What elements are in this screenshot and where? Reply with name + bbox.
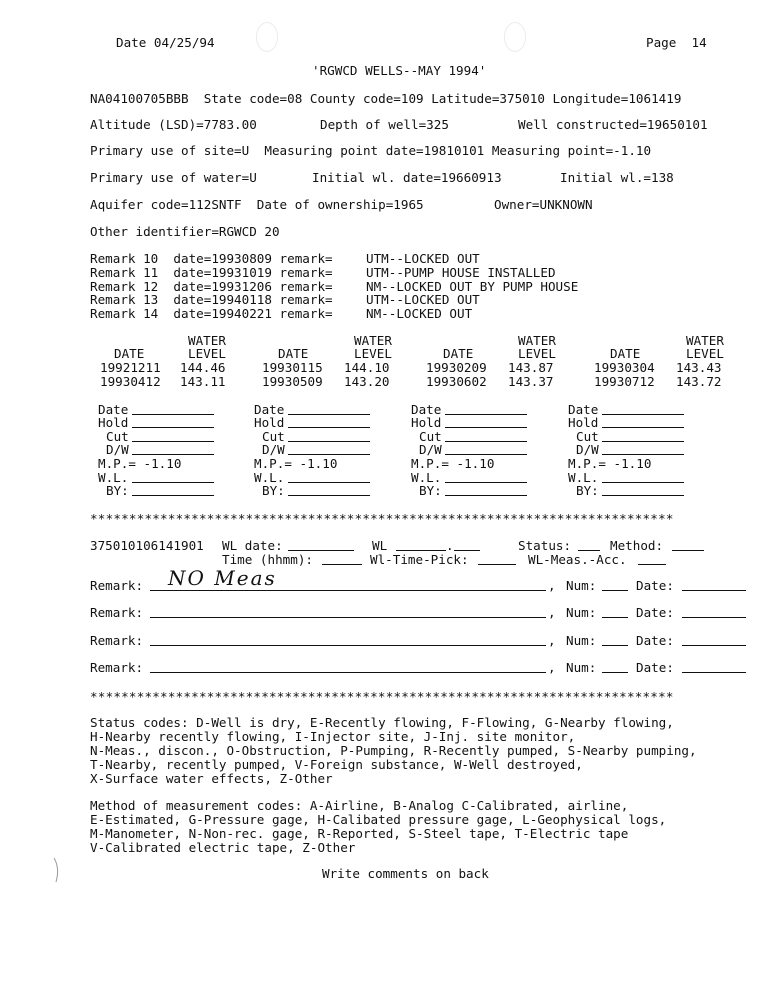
handwritten-remark: NO Meas — [168, 566, 277, 590]
col-header-water: WATER — [188, 333, 226, 348]
block-wl-label: W.L. — [98, 470, 129, 485]
block-date-label: Date — [568, 402, 599, 417]
block-hold-field[interactable] — [288, 416, 370, 428]
block-by-field[interactable] — [602, 484, 684, 496]
wl-date-label: WL date: — [222, 538, 283, 553]
initial-wl: Initial wl.=138 — [560, 170, 674, 185]
block-dw-label: D/W — [419, 442, 442, 457]
remark-line-label: Remark: — [90, 578, 144, 593]
remark-date-field[interactable] — [682, 579, 746, 591]
level-date: 19921211 — [100, 360, 161, 375]
remark-num-label: Num: — [566, 633, 597, 648]
block-dw-label: D/W — [576, 442, 599, 457]
wl-decimal-point: . — [446, 538, 454, 553]
owner: Owner=UNKNOWN — [494, 197, 593, 212]
block-date-label: Date — [98, 402, 129, 417]
page-number: Page 14 — [646, 35, 707, 50]
level-date: 19930509 — [262, 374, 323, 389]
remark-num-field[interactable] — [602, 661, 628, 673]
block-cut-field[interactable] — [288, 430, 370, 442]
remark-line-comma: , — [548, 660, 556, 675]
level-date: 19930712 — [594, 374, 655, 389]
method-codes-line: M-Manometer, N-Non-rec. gage, R-Reported, S-Steel tape, T-Electric tape — [90, 826, 629, 841]
level-date: 19930412 — [100, 374, 161, 389]
block-wl-field[interactable] — [288, 471, 370, 483]
wl-label: WL — [372, 538, 388, 553]
remark-date-label: Date: — [636, 660, 674, 675]
block-wl-label: W.L. — [568, 470, 599, 485]
remark-label: Remark 11 date=19931019 remark= — [90, 265, 333, 280]
level-value: 144.10 — [344, 360, 390, 375]
block-by-label: BY: — [576, 483, 599, 498]
remark-line-label: Remark: — [90, 660, 144, 675]
print-date: Date 04/25/94 — [116, 35, 215, 50]
status-codes-line: Status codes: D-Well is dry, E-Recently flowing, F-Flowing, G-Nearby flowing, — [90, 715, 674, 730]
remark-text: NM--LOCKED OUT BY PUMP HOUSE — [366, 279, 579, 294]
block-dw-label: D/W — [106, 442, 129, 457]
block-dw-field[interactable] — [602, 443, 684, 455]
method-codes-line: Method of measurement codes: A-Airline, B-Analog C-Calibrated, airline, — [90, 798, 629, 813]
block-hold-field[interactable] — [445, 416, 527, 428]
level-date: 19930115 — [262, 360, 323, 375]
remark-line-comma: , — [548, 605, 556, 620]
block-dw-field[interactable] — [132, 443, 214, 455]
separator-line: *************************************************************************** — [90, 511, 674, 526]
block-date-field[interactable] — [132, 403, 214, 415]
col-header-water: WATER — [354, 333, 392, 348]
remark-text: UTM--PUMP HOUSE INSTALLED — [366, 265, 556, 280]
remark-date-label: Date: — [636, 605, 674, 620]
block-by-field[interactable] — [445, 484, 527, 496]
col-header-level: LEVEL — [686, 346, 724, 361]
separator-line: *************************************************************************** — [90, 689, 674, 704]
remark-text: UTM--LOCKED OUT — [366, 251, 480, 266]
site-line-3: Primary use of site=U Measuring point date=19810101 Measuring point=-1.10 — [90, 143, 652, 158]
col-header-date: DATE — [610, 346, 641, 361]
block-cut-label: Cut — [106, 429, 129, 444]
level-value: 143.87 — [508, 360, 554, 375]
level-date: 19930602 — [426, 374, 487, 389]
method-codes-line: V-Calibrated electric tape, Z-Other — [90, 840, 356, 855]
remark-label: Remark 10 date=19930809 remark= — [90, 251, 333, 266]
site-id: 375010106141901 — [90, 538, 204, 553]
depth-of-well: Depth of well=325 — [320, 117, 449, 132]
report-title: 'RGWCD WELLS--MAY 1994' — [312, 63, 487, 78]
footer-note: Write comments on back — [322, 866, 489, 881]
block-hold-label: Hold — [98, 415, 129, 430]
remark-num-field[interactable] — [602, 634, 628, 646]
remark-num-field[interactable] — [602, 606, 628, 618]
block-wl-field[interactable] — [602, 471, 684, 483]
remark-line-field[interactable] — [150, 661, 546, 673]
col-header-level: LEVEL — [354, 346, 392, 361]
remark-line-field[interactable] — [150, 634, 546, 646]
status-codes-line: N-Meas., discon., O-Obstruction, P-Pumping, R-Recently pumped, S-Nearby pumping, — [90, 743, 697, 758]
remark-label: Remark 13 date=19940118 remark= — [90, 292, 333, 307]
remark-num-label: Num: — [566, 605, 597, 620]
col-header-water: WATER — [686, 333, 724, 348]
block-by-label: BY: — [419, 483, 442, 498]
method-field[interactable] — [672, 539, 704, 551]
block-hold-field[interactable] — [132, 416, 214, 428]
block-mp-label: M.P.= -1.10 — [254, 456, 338, 471]
wl-field-decimal[interactable] — [454, 539, 480, 551]
block-cut-field[interactable] — [602, 430, 684, 442]
block-by-label: BY: — [106, 483, 129, 498]
block-cut-label: Cut — [262, 429, 285, 444]
time-field[interactable] — [322, 553, 362, 565]
primary-use-water: Primary use of water=U — [90, 170, 257, 185]
punch-hole-left — [256, 22, 278, 52]
block-cut-label: Cut — [576, 429, 599, 444]
method-label: Method: — [610, 538, 664, 553]
status-codes-line: H-Nearby recently flowing, I-Injector site, J-Inj. site monitor, — [90, 729, 576, 744]
remark-num-label: Num: — [566, 578, 597, 593]
remark-date-field[interactable] — [682, 606, 746, 618]
block-cut-field[interactable] — [132, 430, 214, 442]
block-mp-label: M.P.= -1.10 — [568, 456, 652, 471]
level-date: 19930304 — [594, 360, 655, 375]
block-wl-field[interactable] — [132, 471, 214, 483]
block-hold-label: Hold — [254, 415, 285, 430]
wl-meas-acc-field[interactable] — [638, 553, 666, 565]
wl-meas-acc-label: WL-Meas.-Acc. — [528, 552, 627, 567]
scan-mark — [50, 856, 64, 884]
block-mp-label: M.P.= -1.10 — [411, 456, 495, 471]
level-value: 143.11 — [180, 374, 226, 389]
remark-line-field[interactable] — [150, 606, 546, 618]
remark-line-label: Remark: — [90, 633, 144, 648]
remark-date-label: Date: — [636, 578, 674, 593]
level-value: 143.43 — [676, 360, 722, 375]
level-value: 143.37 — [508, 374, 554, 389]
remark-line-comma: , — [548, 633, 556, 648]
block-mp-label: M.P.= -1.10 — [98, 456, 182, 471]
block-date-field[interactable] — [602, 403, 684, 415]
remark-label: Remark 12 date=19931206 remark= — [90, 279, 333, 294]
block-wl-label: W.L. — [411, 470, 442, 485]
block-by-label: BY: — [262, 483, 285, 498]
block-hold-field[interactable] — [602, 416, 684, 428]
wl-time-pick-label: Wl-Time-Pick: — [370, 552, 469, 567]
status-codes-line: T-Nearby, recently pumped, V-Foreign substance, W-Well destroyed, — [90, 757, 583, 772]
col-header-level: LEVEL — [518, 346, 556, 361]
remark-label: Remark 14 date=19940221 remark= — [90, 306, 333, 321]
block-by-field[interactable] — [132, 484, 214, 496]
status-codes-line: X-Surface water effects, Z-Other — [90, 771, 333, 786]
wl-time-pick-field[interactable] — [478, 553, 516, 565]
col-header-level: LEVEL — [188, 346, 226, 361]
block-date-label: Date — [411, 402, 442, 417]
block-dw-field[interactable] — [288, 443, 370, 455]
block-wl-label: W.L. — [254, 470, 285, 485]
wl-date-field[interactable] — [288, 539, 354, 551]
method-codes-line: E-Estimated, G-Pressure gage, H-Calibated pressure gage, L-Geophysical logs, — [90, 812, 667, 827]
col-header-date: DATE — [278, 346, 309, 361]
col-header-water: WATER — [518, 333, 556, 348]
block-date-field[interactable] — [445, 403, 527, 415]
col-header-date: DATE — [114, 346, 145, 361]
remark-text: UTM--LOCKED OUT — [366, 292, 480, 307]
block-cut-label: Cut — [419, 429, 442, 444]
remark-num-field[interactable] — [602, 579, 628, 591]
remark-date-label: Date: — [636, 633, 674, 648]
remark-line-label: Remark: — [90, 605, 144, 620]
punch-hole-right — [504, 22, 526, 52]
col-header-date: DATE — [443, 346, 474, 361]
remark-line-comma: , — [548, 578, 556, 593]
initial-wl-date: Initial wl. date=19660913 — [312, 170, 502, 185]
block-wl-field[interactable] — [445, 471, 527, 483]
site-line-1: NA04100705BBB State code=08 County code=109 Latitude=375010 Longitude=1061419 — [90, 91, 682, 106]
remark-date-field[interactable] — [682, 661, 746, 673]
block-cut-field[interactable] — [445, 430, 527, 442]
block-date-field[interactable] — [288, 403, 370, 415]
level-value: 144.46 — [180, 360, 226, 375]
wl-field-whole[interactable] — [396, 539, 446, 551]
block-dw-field[interactable] — [445, 443, 527, 455]
level-date: 19930209 — [426, 360, 487, 375]
status-label: Status: — [518, 538, 572, 553]
block-hold-label: Hold — [411, 415, 442, 430]
time-label: Time (hhmm): — [222, 552, 313, 567]
block-dw-label: D/W — [262, 442, 285, 457]
block-hold-label: Hold — [568, 415, 599, 430]
remark-text: NM--LOCKED OUT — [366, 306, 473, 321]
aquifer-ownership: Aquifer code=112SNTF Date of ownership=1965 — [90, 197, 424, 212]
block-date-label: Date — [254, 402, 285, 417]
well-constructed: Well constructed=19650101 — [518, 117, 708, 132]
level-value: 143.72 — [676, 374, 722, 389]
remark-num-label: Num: — [566, 660, 597, 675]
level-value: 143.20 — [344, 374, 390, 389]
status-field[interactable] — [578, 539, 600, 551]
altitude: Altitude (LSD)=7783.00 — [90, 117, 257, 132]
block-by-field[interactable] — [288, 484, 370, 496]
remark-date-field[interactable] — [682, 634, 746, 646]
other-identifier: Other identifier=RGWCD 20 — [90, 224, 280, 239]
